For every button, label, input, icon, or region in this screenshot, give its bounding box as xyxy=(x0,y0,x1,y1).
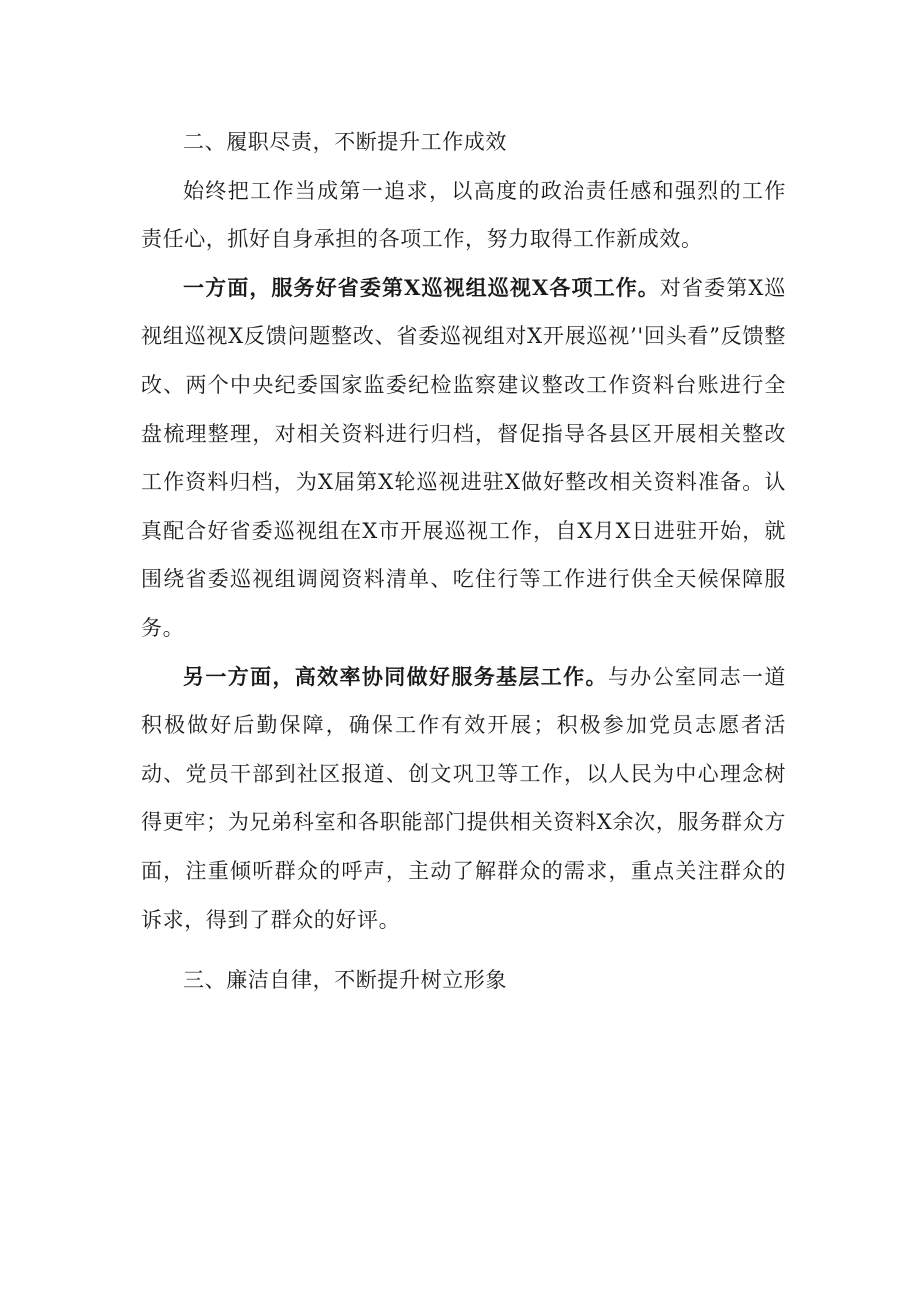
paragraph-2-lead: 一方面，服务好省委第X巡视组巡视X各项工作。 xyxy=(183,274,660,300)
paragraph-3 xyxy=(141,653,786,945)
paragraph-3-body: 与办公室同志一道积极做好后勤保障，确保工作有效开展；积极参加党员志愿者活动、党员干部到社区报道、创文巩卫等工作，以人民为中心理念树得更牢；为兄弟科室和各职能部门提供相关资料X余次，服务群众方面，注重倾听群众的呼声，主动了解群众的需求，重点关注群众的诉求，得到了群众的好评。 xyxy=(141,664,786,932)
paragraph-1: 始终把工作当成第一追求，以高度的政治责任感和强烈的工作责任心，抓好自身承担的各项工作，努力取得工作新成效。 xyxy=(141,178,786,252)
paragraph-3-lead: 另一方面，高效率协同做好服务基层工作。 xyxy=(183,663,608,689)
document-body xyxy=(141,118,786,1005)
paragraph-2-body: 对省委第X巡视组巡视X反馈问题整改、省委巡视组对X开展巡视’'回头看”反馈整改、两个中央纪委国家监委纪检监察建议整改工作资料台账进行全盘梳理整理，对相关资料进行归档，督促指导各县区开展相关整改工作资料归档，为X届第X轮巡视进驻X做好整改相关资料准备。认真配合好省委巡视组在X市开展巡视工作，自X月X日进驻开始，就围绕省委巡视组调阅资料清单、吃住行等工作进行供全天候保障服务。 xyxy=(141,275,786,640)
section-heading-3: 三、廉洁自律，不断提升树立形象 xyxy=(183,968,507,993)
section-heading-2: 二、履职尽责，不断提升工作成效 xyxy=(183,130,507,154)
paragraph-2 xyxy=(141,264,786,653)
